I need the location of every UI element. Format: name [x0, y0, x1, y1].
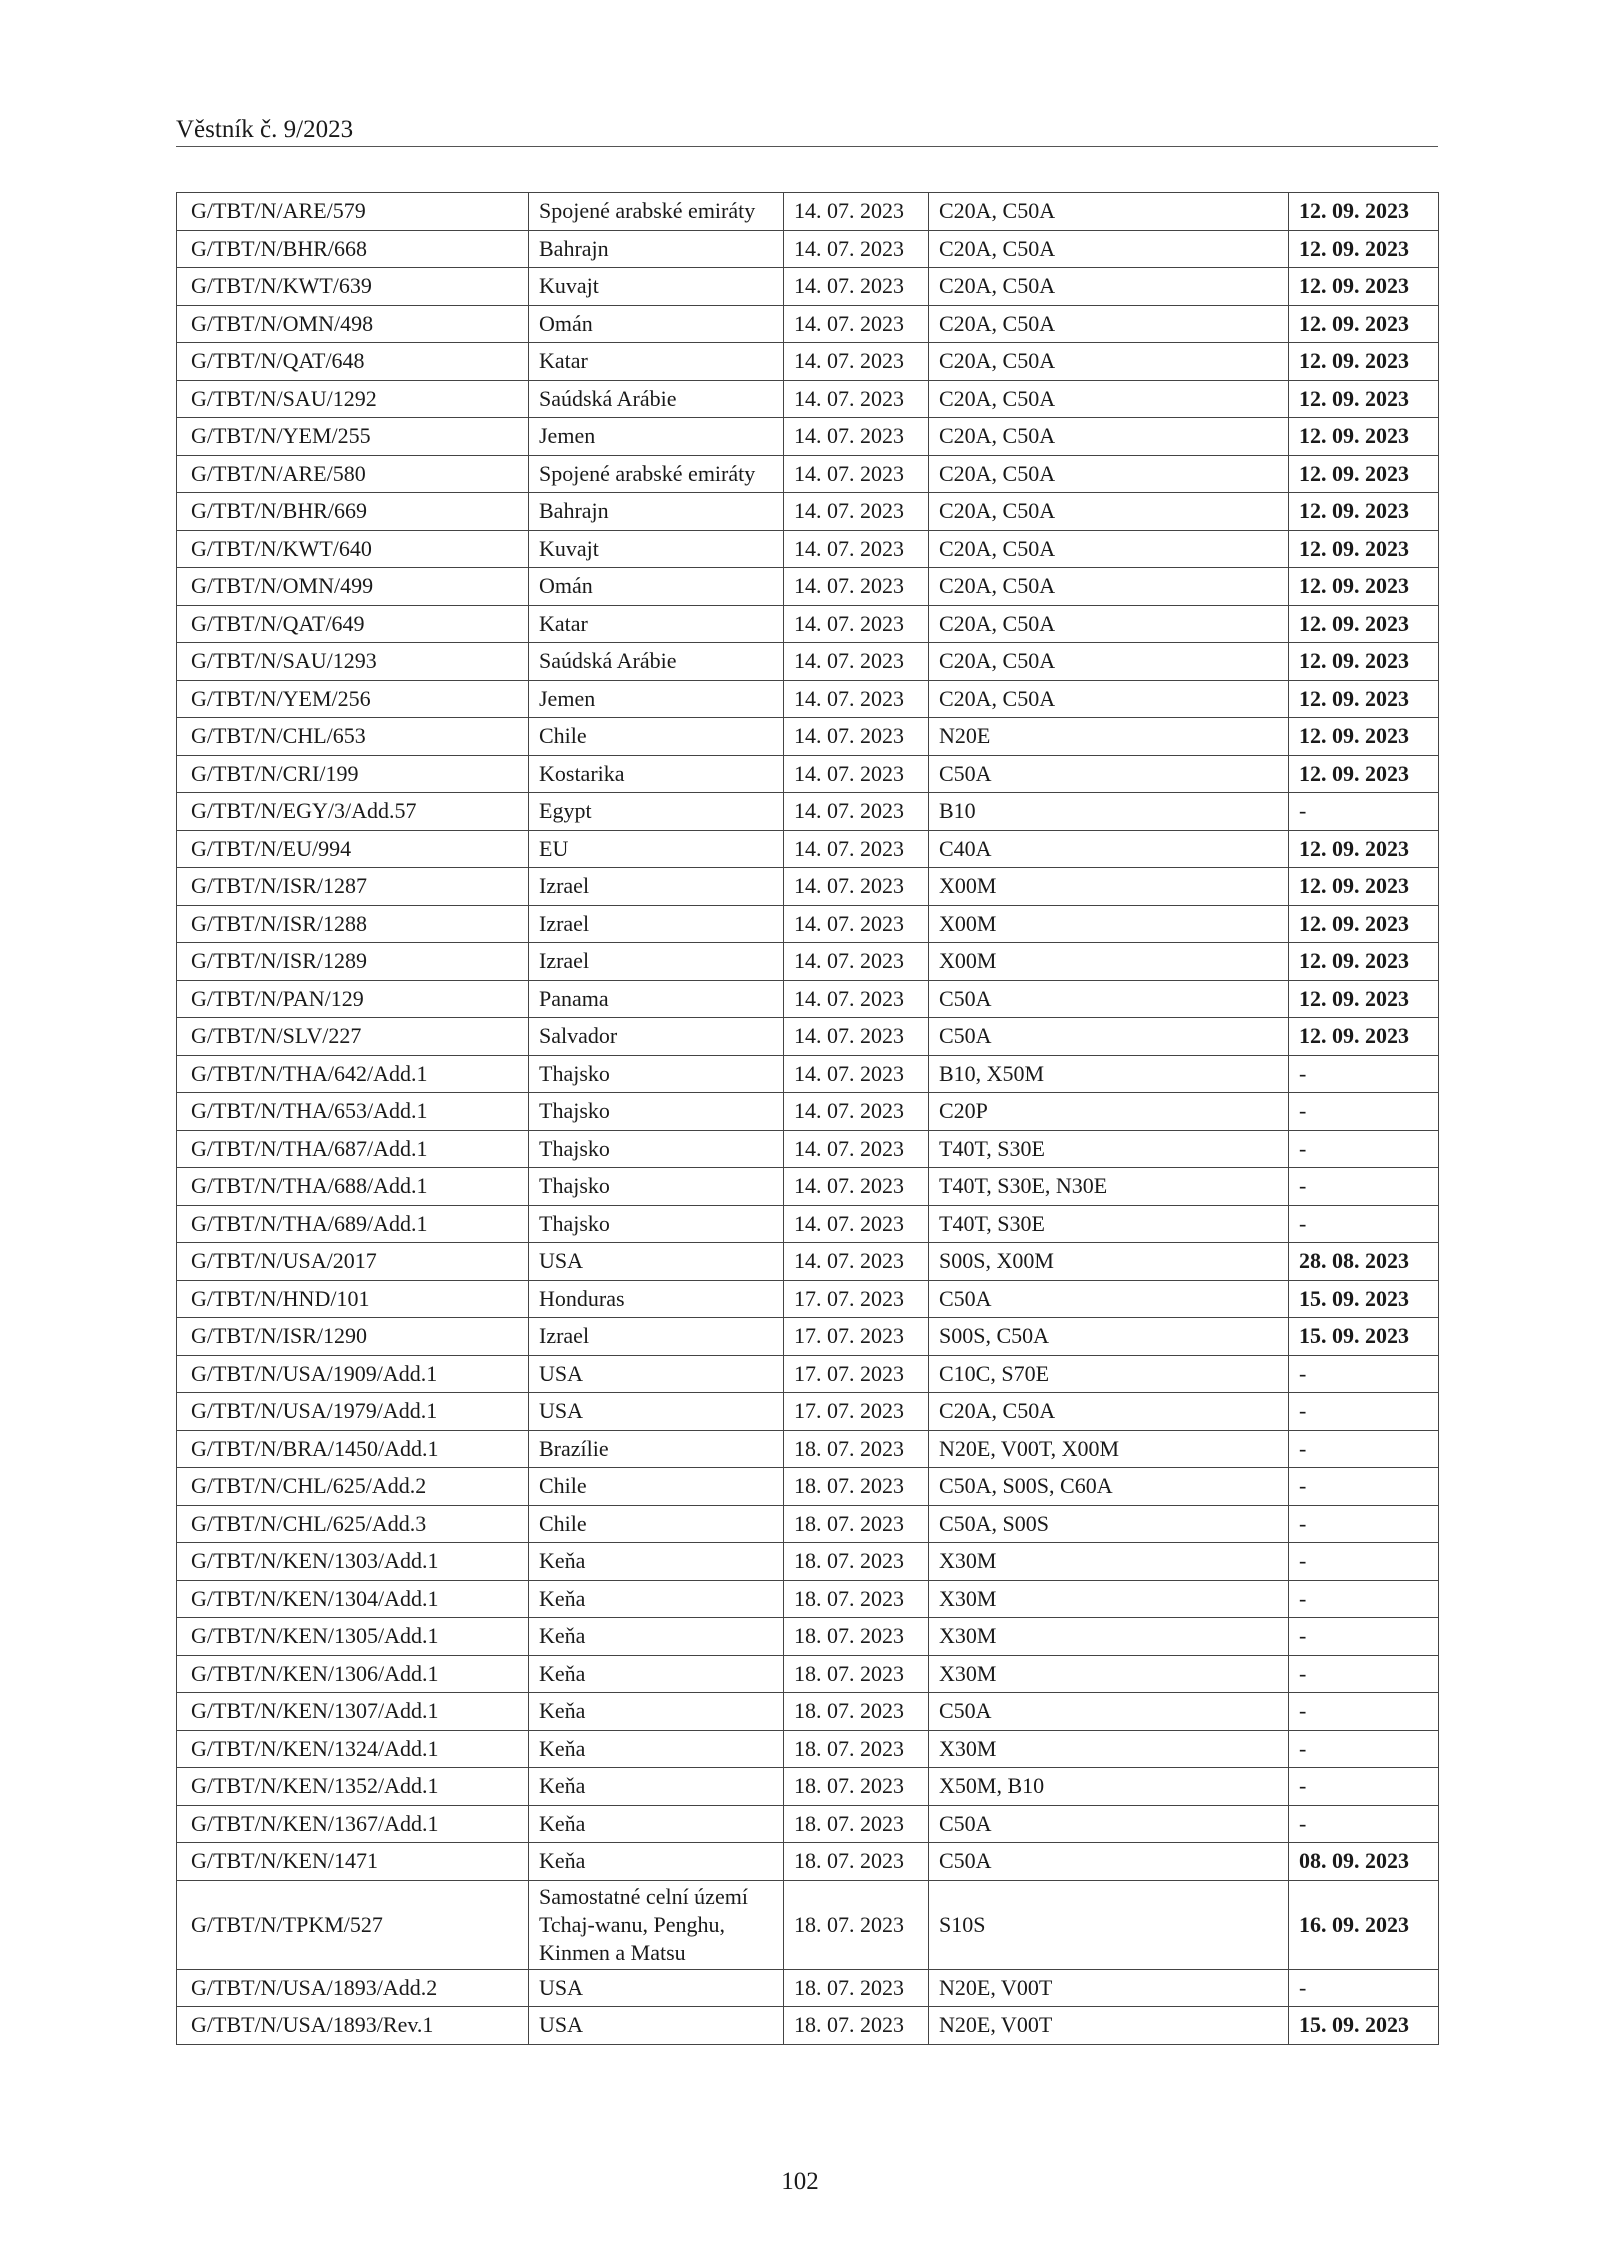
- notification-date-cell: 18. 07. 2023: [784, 1618, 929, 1656]
- comment-deadline-cell: 15. 09. 2023: [1289, 1280, 1439, 1318]
- product-code-cell: C50A: [929, 755, 1289, 793]
- product-code-cell: X30M: [929, 1618, 1289, 1656]
- notification-date-cell: 18. 07. 2023: [784, 1468, 929, 1506]
- product-code-cell: C20A, C50A: [929, 343, 1289, 381]
- country-cell: Salvador: [529, 1018, 784, 1056]
- table-row: [177, 680, 1439, 718]
- notification-date-cell: 18. 07. 2023: [784, 1880, 929, 1969]
- comment-deadline-cell: 12. 09. 2023: [1289, 418, 1439, 456]
- table-row: [177, 1618, 1439, 1656]
- product-code-cell: B10, X50M: [929, 1055, 1289, 1093]
- comment-deadline-cell: 12. 09. 2023: [1289, 305, 1439, 343]
- notification-id-cell: G/TBT/N/USA/2017: [177, 1243, 529, 1281]
- page-number: 102: [781, 2168, 819, 2195]
- table-row: [177, 380, 1439, 418]
- notification-date-cell: 18. 07. 2023: [784, 1580, 929, 1618]
- country-cell: Chile: [529, 718, 784, 756]
- comment-deadline-cell: 12. 09. 2023: [1289, 605, 1439, 643]
- country-cell: Keňa: [529, 1618, 784, 1656]
- notification-id-cell: G/TBT/N/QAT/648: [177, 343, 529, 381]
- comment-deadline-cell: -: [1289, 1805, 1439, 1843]
- notification-date-cell: 14. 07. 2023: [784, 268, 929, 306]
- product-code-cell: X30M: [929, 1730, 1289, 1768]
- notification-date-cell: 17. 07. 2023: [784, 1280, 929, 1318]
- product-code-cell: N20E, V00T: [929, 1969, 1289, 2007]
- notification-id-cell: G/TBT/N/THA/653/Add.1: [177, 1093, 529, 1131]
- notification-date-cell: 17. 07. 2023: [784, 1318, 929, 1356]
- comment-deadline-cell: -: [1289, 1355, 1439, 1393]
- comment-deadline-cell: -: [1289, 1969, 1439, 2007]
- table-row: [177, 1730, 1439, 1768]
- comment-deadline-cell: 12. 09. 2023: [1289, 230, 1439, 268]
- notification-date-cell: 14. 07. 2023: [784, 568, 929, 606]
- notification-id-cell: G/TBT/N/OMN/498: [177, 305, 529, 343]
- notification-date-cell: 18. 07. 2023: [784, 2007, 929, 2045]
- table-row: [177, 1168, 1439, 1206]
- notification-date-cell: 14. 07. 2023: [784, 643, 929, 681]
- country-cell: Keňa: [529, 1655, 784, 1693]
- country-cell: Spojené arabské emiráty: [529, 455, 784, 493]
- product-code-cell: C50A: [929, 1018, 1289, 1056]
- country-cell: Panama: [529, 980, 784, 1018]
- product-code-cell: X30M: [929, 1543, 1289, 1581]
- country-cell: Saúdská Arábie: [529, 643, 784, 681]
- notification-id-cell: G/TBT/N/KEN/1306/Add.1: [177, 1655, 529, 1693]
- product-code-cell: C50A: [929, 1280, 1289, 1318]
- comment-deadline-cell: 12. 09. 2023: [1289, 980, 1439, 1018]
- notification-id-cell: G/TBT/N/YEM/256: [177, 680, 529, 718]
- notification-id-cell: G/TBT/N/KEN/1305/Add.1: [177, 1618, 529, 1656]
- notification-date-cell: 14. 07. 2023: [784, 343, 929, 381]
- country-cell: Chile: [529, 1468, 784, 1506]
- product-code-cell: C20A, C50A: [929, 305, 1289, 343]
- product-code-cell: C20P: [929, 1093, 1289, 1131]
- table-row: [177, 1580, 1439, 1618]
- product-code-cell: C20A, C50A: [929, 380, 1289, 418]
- notification-id-cell: G/TBT/N/ISR/1290: [177, 1318, 529, 1356]
- country-cell: Thajsko: [529, 1093, 784, 1131]
- notification-id-cell: G/TBT/N/ISR/1288: [177, 905, 529, 943]
- notification-id-cell: G/TBT/N/HND/101: [177, 1280, 529, 1318]
- table-row: [177, 568, 1439, 606]
- product-code-cell: C20A, C50A: [929, 230, 1289, 268]
- comment-deadline-cell: -: [1289, 793, 1439, 831]
- comment-deadline-cell: 12. 09. 2023: [1289, 905, 1439, 943]
- notification-date-cell: 14. 07. 2023: [784, 230, 929, 268]
- product-code-cell: C20A, C50A: [929, 1393, 1289, 1431]
- notification-id-cell: G/TBT/N/THA/689/Add.1: [177, 1205, 529, 1243]
- country-cell: Keňa: [529, 1543, 784, 1581]
- table-row: [177, 1393, 1439, 1431]
- country-cell: Keňa: [529, 1693, 784, 1731]
- comment-deadline-cell: -: [1289, 1168, 1439, 1206]
- product-code-cell: X00M: [929, 868, 1289, 906]
- notification-date-cell: 18. 07. 2023: [784, 1505, 929, 1543]
- table-row: [177, 1243, 1439, 1281]
- table-row: [177, 830, 1439, 868]
- country-cell: Jemen: [529, 680, 784, 718]
- comment-deadline-cell: 12. 09. 2023: [1289, 268, 1439, 306]
- country-cell: Kostarika: [529, 755, 784, 793]
- notification-date-cell: 14. 07. 2023: [784, 680, 929, 718]
- product-code-cell: T40T, S30E: [929, 1130, 1289, 1168]
- comment-deadline-cell: 12. 09. 2023: [1289, 943, 1439, 981]
- product-code-cell: T40T, S30E: [929, 1205, 1289, 1243]
- notification-id-cell: G/TBT/N/BHR/668: [177, 230, 529, 268]
- notification-date-cell: 18. 07. 2023: [784, 1805, 929, 1843]
- comment-deadline-cell: -: [1289, 1543, 1439, 1581]
- product-code-cell: C10C, S70E: [929, 1355, 1289, 1393]
- product-code-cell: S00S, C50A: [929, 1318, 1289, 1356]
- notification-id-cell: G/TBT/N/QAT/649: [177, 605, 529, 643]
- comment-deadline-cell: -: [1289, 1580, 1439, 1618]
- product-code-cell: S10S: [929, 1880, 1289, 1969]
- table-row: [177, 1468, 1439, 1506]
- notification-date-cell: 14. 07. 2023: [784, 1130, 929, 1168]
- country-cell: USA: [529, 1243, 784, 1281]
- notification-id-cell: G/TBT/N/THA/688/Add.1: [177, 1168, 529, 1206]
- country-cell: Katar: [529, 605, 784, 643]
- country-cell: Samostatné celní území Tchaj-wanu, Penghu, Kinmen a Matsu: [529, 1880, 784, 1969]
- country-cell: Keňa: [529, 1843, 784, 1881]
- table-row: [177, 943, 1439, 981]
- product-code-cell: C20A, C50A: [929, 680, 1289, 718]
- notification-date-cell: 14. 07. 2023: [784, 1055, 929, 1093]
- product-code-cell: N20E, V00T, X00M: [929, 1430, 1289, 1468]
- country-cell: Izrael: [529, 943, 784, 981]
- country-cell: Keňa: [529, 1580, 784, 1618]
- notification-date-cell: 18. 07. 2023: [784, 1730, 929, 1768]
- notification-id-cell: G/TBT/N/ISR/1289: [177, 943, 529, 981]
- notification-date-cell: 14. 07. 2023: [784, 493, 929, 531]
- table-row: [177, 1130, 1439, 1168]
- country-cell: Saúdská Arábie: [529, 380, 784, 418]
- notification-id-cell: G/TBT/N/KWT/639: [177, 268, 529, 306]
- country-cell: EU: [529, 830, 784, 868]
- table-row: [177, 1430, 1439, 1468]
- notification-date-cell: 14. 07. 2023: [784, 1018, 929, 1056]
- product-code-cell: X30M: [929, 1655, 1289, 1693]
- notification-date-cell: 18. 07. 2023: [784, 1430, 929, 1468]
- country-cell: USA: [529, 1355, 784, 1393]
- table-row: [177, 418, 1439, 456]
- comment-deadline-cell: 12. 09. 2023: [1289, 718, 1439, 756]
- journal-title: Věstník č. 9/2023: [176, 116, 354, 143]
- notification-date-cell: 18. 07. 2023: [784, 1543, 929, 1581]
- comment-deadline-cell: 12. 09. 2023: [1289, 755, 1439, 793]
- table-body: [177, 193, 1439, 2045]
- table-row: [177, 2007, 1439, 2045]
- notification-id-cell: G/TBT/N/TPKM/527: [177, 1880, 529, 1969]
- table-row: [177, 905, 1439, 943]
- notification-date-cell: 14. 07. 2023: [784, 1243, 929, 1281]
- product-code-cell: C20A, C50A: [929, 605, 1289, 643]
- table-row: [177, 268, 1439, 306]
- notification-id-cell: G/TBT/N/ISR/1287: [177, 868, 529, 906]
- table-row: [177, 868, 1439, 906]
- notification-date-cell: 14. 07. 2023: [784, 868, 929, 906]
- notification-id-cell: G/TBT/N/ARE/580: [177, 455, 529, 493]
- comment-deadline-cell: 12. 09. 2023: [1289, 343, 1439, 381]
- table-row: [177, 1768, 1439, 1806]
- comment-deadline-cell: -: [1289, 1655, 1439, 1693]
- product-code-cell: S00S, X00M: [929, 1243, 1289, 1281]
- table-row: [177, 1093, 1439, 1131]
- notification-date-cell: 14. 07. 2023: [784, 418, 929, 456]
- notification-id-cell: G/TBT/N/PAN/129: [177, 980, 529, 1018]
- notification-table-wrap: [176, 192, 1438, 2045]
- notification-id-cell: G/TBT/N/SAU/1293: [177, 643, 529, 681]
- product-code-cell: C50A: [929, 1693, 1289, 1731]
- comment-deadline-cell: -: [1289, 1430, 1439, 1468]
- country-cell: Bahrajn: [529, 230, 784, 268]
- notification-date-cell: 14. 07. 2023: [784, 1093, 929, 1131]
- notification-id-cell: G/TBT/N/KWT/640: [177, 530, 529, 568]
- product-code-cell: C50A, S00S, C60A: [929, 1468, 1289, 1506]
- product-code-cell: C20A, C50A: [929, 193, 1289, 231]
- notification-id-cell: G/TBT/N/SAU/1292: [177, 380, 529, 418]
- country-cell: Thajsko: [529, 1055, 784, 1093]
- notification-id-cell: G/TBT/N/USA/1979/Add.1: [177, 1393, 529, 1431]
- product-code-cell: C20A, C50A: [929, 568, 1289, 606]
- table-row: [177, 793, 1439, 831]
- notification-id-cell: G/TBT/N/THA/642/Add.1: [177, 1055, 529, 1093]
- table-row: [177, 1355, 1439, 1393]
- notification-id-cell: G/TBT/N/BHR/669: [177, 493, 529, 531]
- country-cell: USA: [529, 2007, 784, 2045]
- table-row: [177, 1969, 1439, 2007]
- notification-date-cell: 14. 07. 2023: [784, 718, 929, 756]
- country-cell: Chile: [529, 1505, 784, 1543]
- product-code-cell: N20E: [929, 718, 1289, 756]
- comment-deadline-cell: 15. 09. 2023: [1289, 1318, 1439, 1356]
- product-code-cell: C20A, C50A: [929, 530, 1289, 568]
- product-code-cell: C20A, C50A: [929, 268, 1289, 306]
- notification-id-cell: G/TBT/N/KEN/1367/Add.1: [177, 1805, 529, 1843]
- product-code-cell: C20A, C50A: [929, 418, 1289, 456]
- notification-date-cell: 14. 07. 2023: [784, 380, 929, 418]
- table-row: [177, 1843, 1439, 1881]
- table-row: [177, 1880, 1439, 1969]
- table-row: [177, 193, 1439, 231]
- table-row: [177, 343, 1439, 381]
- comment-deadline-cell: -: [1289, 1730, 1439, 1768]
- comment-deadline-cell: -: [1289, 1205, 1439, 1243]
- product-code-cell: N20E, V00T: [929, 2007, 1289, 2045]
- country-cell: Honduras: [529, 1280, 784, 1318]
- notification-id-cell: G/TBT/N/THA/687/Add.1: [177, 1130, 529, 1168]
- table-row: [177, 1018, 1439, 1056]
- notification-id-cell: G/TBT/N/ARE/579: [177, 193, 529, 231]
- table-row: [177, 980, 1439, 1018]
- notification-date-cell: 18. 07. 2023: [784, 1969, 929, 2007]
- notification-table: [176, 192, 1439, 2045]
- notification-date-cell: 14. 07. 2023: [784, 455, 929, 493]
- product-code-cell: C50A: [929, 1843, 1289, 1881]
- table-row: [177, 1693, 1439, 1731]
- product-code-cell: C40A: [929, 830, 1289, 868]
- comment-deadline-cell: 12. 09. 2023: [1289, 568, 1439, 606]
- country-cell: Keňa: [529, 1768, 784, 1806]
- comment-deadline-cell: -: [1289, 1618, 1439, 1656]
- country-cell: Thajsko: [529, 1130, 784, 1168]
- comment-deadline-cell: 16. 09. 2023: [1289, 1880, 1439, 1969]
- notification-date-cell: 14. 07. 2023: [784, 530, 929, 568]
- comment-deadline-cell: -: [1289, 1055, 1439, 1093]
- notification-id-cell: G/TBT/N/KEN/1303/Add.1: [177, 1543, 529, 1581]
- comment-deadline-cell: -: [1289, 1768, 1439, 1806]
- product-code-cell: C50A: [929, 980, 1289, 1018]
- notification-id-cell: G/TBT/N/YEM/255: [177, 418, 529, 456]
- notification-id-cell: G/TBT/N/EGY/3/Add.57: [177, 793, 529, 831]
- notification-id-cell: G/TBT/N/EU/994: [177, 830, 529, 868]
- notification-date-cell: 14. 07. 2023: [784, 605, 929, 643]
- notification-date-cell: 14. 07. 2023: [784, 830, 929, 868]
- notification-id-cell: G/TBT/N/USA/1893/Add.2: [177, 1969, 529, 2007]
- comment-deadline-cell: 12. 09. 2023: [1289, 493, 1439, 531]
- comment-deadline-cell: 08. 09. 2023: [1289, 1843, 1439, 1881]
- page-header: [176, 112, 1438, 147]
- comment-deadline-cell: 12. 09. 2023: [1289, 455, 1439, 493]
- notification-date-cell: 18. 07. 2023: [784, 1768, 929, 1806]
- country-cell: Omán: [529, 568, 784, 606]
- notification-id-cell: G/TBT/N/CHL/625/Add.2: [177, 1468, 529, 1506]
- comment-deadline-cell: -: [1289, 1468, 1439, 1506]
- notification-date-cell: 14. 07. 2023: [784, 905, 929, 943]
- comment-deadline-cell: 15. 09. 2023: [1289, 2007, 1439, 2045]
- country-cell: Omán: [529, 305, 784, 343]
- notification-id-cell: G/TBT/N/CHL/625/Add.3: [177, 1505, 529, 1543]
- notification-id-cell: G/TBT/N/OMN/499: [177, 568, 529, 606]
- product-code-cell: C20A, C50A: [929, 493, 1289, 531]
- notification-date-cell: 18. 07. 2023: [784, 1693, 929, 1731]
- notification-id-cell: G/TBT/N/CRI/199: [177, 755, 529, 793]
- product-code-cell: X00M: [929, 905, 1289, 943]
- notification-id-cell: G/TBT/N/SLV/227: [177, 1018, 529, 1056]
- country-cell: Izrael: [529, 905, 784, 943]
- notification-date-cell: 14. 07. 2023: [784, 1205, 929, 1243]
- table-row: [177, 305, 1439, 343]
- comment-deadline-cell: -: [1289, 1693, 1439, 1731]
- notification-date-cell: 14. 07. 2023: [784, 305, 929, 343]
- notification-date-cell: 17. 07. 2023: [784, 1393, 929, 1431]
- comment-deadline-cell: -: [1289, 1393, 1439, 1431]
- comment-deadline-cell: 28. 08. 2023: [1289, 1243, 1439, 1281]
- notification-id-cell: G/TBT/N/CHL/653: [177, 718, 529, 756]
- table-row: [177, 643, 1439, 681]
- country-cell: Katar: [529, 343, 784, 381]
- comment-deadline-cell: 12. 09. 2023: [1289, 380, 1439, 418]
- table-row: [177, 718, 1439, 756]
- country-cell: Jemen: [529, 418, 784, 456]
- notification-id-cell: G/TBT/N/USA/1893/Rev.1: [177, 2007, 529, 2045]
- notification-date-cell: 14. 07. 2023: [784, 193, 929, 231]
- table-row: [177, 1280, 1439, 1318]
- table-row: [177, 230, 1439, 268]
- table-row: [177, 1205, 1439, 1243]
- comment-deadline-cell: 12. 09. 2023: [1289, 193, 1439, 231]
- notification-date-cell: 14. 07. 2023: [784, 1168, 929, 1206]
- country-cell: Thajsko: [529, 1168, 784, 1206]
- country-cell: USA: [529, 1969, 784, 2007]
- country-cell: Kuvajt: [529, 268, 784, 306]
- country-cell: Brazílie: [529, 1430, 784, 1468]
- comment-deadline-cell: 12. 09. 2023: [1289, 868, 1439, 906]
- notification-id-cell: G/TBT/N/KEN/1307/Add.1: [177, 1693, 529, 1731]
- table-row: [177, 755, 1439, 793]
- comment-deadline-cell: -: [1289, 1093, 1439, 1131]
- product-code-cell: X00M: [929, 943, 1289, 981]
- country-cell: Egypt: [529, 793, 784, 831]
- country-cell: Spojené arabské emiráty: [529, 193, 784, 231]
- table-row: [177, 605, 1439, 643]
- table-row: [177, 1055, 1439, 1093]
- table-row: [177, 1805, 1439, 1843]
- table-row: [177, 455, 1439, 493]
- country-cell: Kuvajt: [529, 530, 784, 568]
- table-row: [177, 493, 1439, 531]
- comment-deadline-cell: 12. 09. 2023: [1289, 680, 1439, 718]
- product-code-cell: X50M, B10: [929, 1768, 1289, 1806]
- table-row: [177, 1655, 1439, 1693]
- table-row: [177, 1505, 1439, 1543]
- product-code-cell: T40T, S30E, N30E: [929, 1168, 1289, 1206]
- notification-date-cell: 18. 07. 2023: [784, 1843, 929, 1881]
- notification-date-cell: 18. 07. 2023: [784, 1655, 929, 1693]
- notification-date-cell: 14. 07. 2023: [784, 755, 929, 793]
- notification-id-cell: G/TBT/N/KEN/1352/Add.1: [177, 1768, 529, 1806]
- table-row: [177, 1543, 1439, 1581]
- notification-date-cell: 14. 07. 2023: [784, 943, 929, 981]
- comment-deadline-cell: 12. 09. 2023: [1289, 830, 1439, 868]
- product-code-cell: B10: [929, 793, 1289, 831]
- comment-deadline-cell: -: [1289, 1130, 1439, 1168]
- notification-id-cell: G/TBT/N/BRA/1450/Add.1: [177, 1430, 529, 1468]
- product-code-cell: C20A, C50A: [929, 643, 1289, 681]
- notification-date-cell: 17. 07. 2023: [784, 1355, 929, 1393]
- table-row: [177, 1318, 1439, 1356]
- table-row: [177, 530, 1439, 568]
- notification-id-cell: G/TBT/N/KEN/1471: [177, 1843, 529, 1881]
- notification-id-cell: G/TBT/N/KEN/1324/Add.1: [177, 1730, 529, 1768]
- comment-deadline-cell: 12. 09. 2023: [1289, 1018, 1439, 1056]
- product-code-cell: C50A: [929, 1805, 1289, 1843]
- product-code-cell: X30M: [929, 1580, 1289, 1618]
- country-cell: Bahrajn: [529, 493, 784, 531]
- notification-id-cell: G/TBT/N/USA/1909/Add.1: [177, 1355, 529, 1393]
- country-cell: USA: [529, 1393, 784, 1431]
- notification-date-cell: 14. 07. 2023: [784, 980, 929, 1018]
- country-cell: Keňa: [529, 1730, 784, 1768]
- notification-date-cell: 14. 07. 2023: [784, 793, 929, 831]
- country-cell: Izrael: [529, 868, 784, 906]
- comment-deadline-cell: 12. 09. 2023: [1289, 530, 1439, 568]
- country-cell: Izrael: [529, 1318, 784, 1356]
- product-code-cell: C20A, C50A: [929, 455, 1289, 493]
- notification-id-cell: G/TBT/N/KEN/1304/Add.1: [177, 1580, 529, 1618]
- comment-deadline-cell: -: [1289, 1505, 1439, 1543]
- product-code-cell: C50A, S00S: [929, 1505, 1289, 1543]
- comment-deadline-cell: 12. 09. 2023: [1289, 643, 1439, 681]
- country-cell: Keňa: [529, 1805, 784, 1843]
- country-cell: Thajsko: [529, 1205, 784, 1243]
